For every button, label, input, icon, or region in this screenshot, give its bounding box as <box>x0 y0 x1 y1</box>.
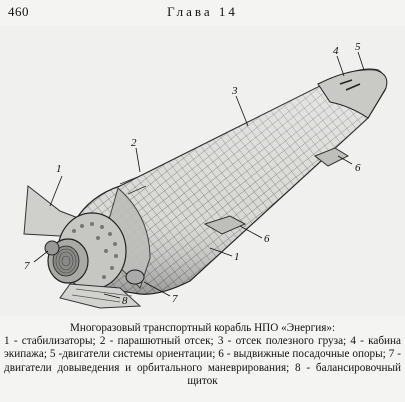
page-number: 460 <box>8 4 29 19</box>
callout-4: 4 <box>333 45 339 57</box>
caption-legend: 1 - стабилизаторы; 2 - парашютный отсек; 3 - отсек полезного груза; 4 - кабина экипажа; 5 -двигатели системы ориентации; 6 - выдвижные посадочные опоры; 7 - двигатели довыведения и орбитального маневрирования; 8 - балансировочный щиток <box>4 335 401 387</box>
chapter-title: Глава 14 <box>167 4 238 19</box>
callout-3: 3 <box>232 85 238 97</box>
callout-1-lower: 1 <box>234 251 240 263</box>
callout-6-nose: 6 <box>355 162 361 174</box>
caption-title: Многоразовый транспортный корабль НПО «Энергия»: <box>69 322 336 334</box>
spacecraft-illustration <box>0 26 405 316</box>
callout-7-left: 7 <box>24 260 30 272</box>
callout-6-front: 6 <box>264 233 270 245</box>
page-header <box>0 0 405 26</box>
callout-5: 5 <box>355 41 361 53</box>
figure-caption <box>4 322 401 388</box>
callout-2: 2 <box>131 137 137 149</box>
callout-7-lower: 7 <box>172 293 178 305</box>
callout-8: 8 <box>122 295 128 307</box>
callout-1-upper: 1 <box>56 163 62 175</box>
